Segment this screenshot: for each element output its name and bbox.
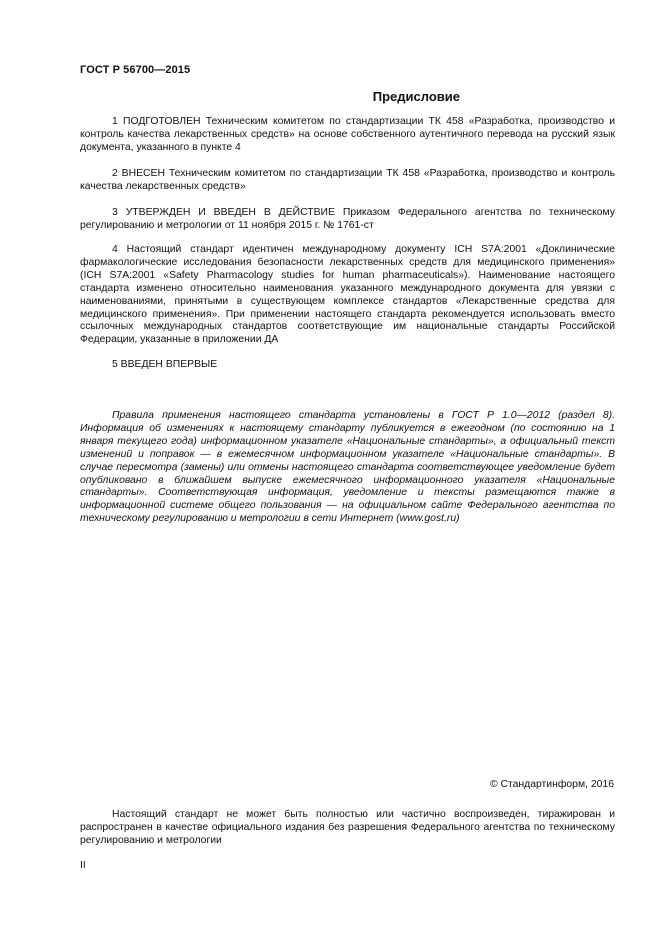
reproduction-notice: Настоящий стандарт не может быть полностью или частично воспроизведен, тиражирован и распространен в качестве официального издания без разрешения Федерального агентства по техническому регулированию и метрологии: [80, 809, 615, 846]
page-title-text: Предисловие: [372, 89, 460, 104]
paragraph-5: 5 ВВЕДЕН ВПЕРВЫЕ: [112, 359, 218, 370]
copyright: © Стандартинформ, 2016: [489, 779, 614, 790]
paragraph-2: 2 ВНЕСЕН Техническим комитетом по стандартизации ТК 458 «Разработка, производство и контроль качества лекарственных средств»: [80, 168, 615, 192]
paragraph-1: 1 ПОДГОТОВЛЕН Техническим комитетом по стандартизации ТК 458 «Разработка, производство и контроль качества лекарственных средств» на основе собственного аутентичного перевода на русский язык документа, указанного в пункте 4: [80, 116, 615, 153]
page-number: II: [80, 860, 86, 871]
paragraph-4: 4 Настоящий стандарт идентичен международному документу ICH S7A:2001 «Доклинические фармакологические исследования безопасности лекарственных средств для медицинского применения» (ICH S7A:2001 «Safety Pharmacology studies for human pharmaceuticals»). Наименование настоящего стандарта изменено относительно наименования указанного международного документа для увязки с наименованиями, принятыми в существующем комплексе стандартов «Лекарственные средства для медицинского применения». При применении настоящего стандарта рекомендуется использовать вместо ссылочных международных стандартов соответствующие им национальные стандарты Российской Федерации, указанные в приложении ДА: [80, 244, 615, 346]
paragraph-3: 3 УТВЕРЖДЕН И ВВЕДЕН В ДЕЙСТВИЕ Приказом Федерального агентства по техническому регулированию и метрологии от 11 ноября 2015 г. № 1761-ст: [80, 207, 615, 231]
usage-notice: Правила применения настоящего стандарта установлены в ГОСТ Р 1.0—2012 (раздел 8). Информация об изменениях к настоящему стандарту публикуется в ежегодном (по состоянию на 1 января текущего года) информационном указателе «Национальные стандарты», а официальный текст изменений и поправок — в ежемесячном информационном указателе «Национальные стандарты». В случае пересмотра (замены) или отмены настоящего стандарта соответствующее уведомление будет опубликовано в ближайшем выпуске ежемесячного информационного указателя «Национальные стандарты». Соответствующая информация, уведомление и тексты размещаются также в информационной системе общего пользования — на официальном сайте Федерального агентства по техническому регулированию и метрологии в сети Интернет (www.gost.ru): [80, 410, 615, 525]
standard-code: ГОСТ Р 56700—2015: [80, 64, 191, 76]
page-title: [80, 89, 580, 104]
